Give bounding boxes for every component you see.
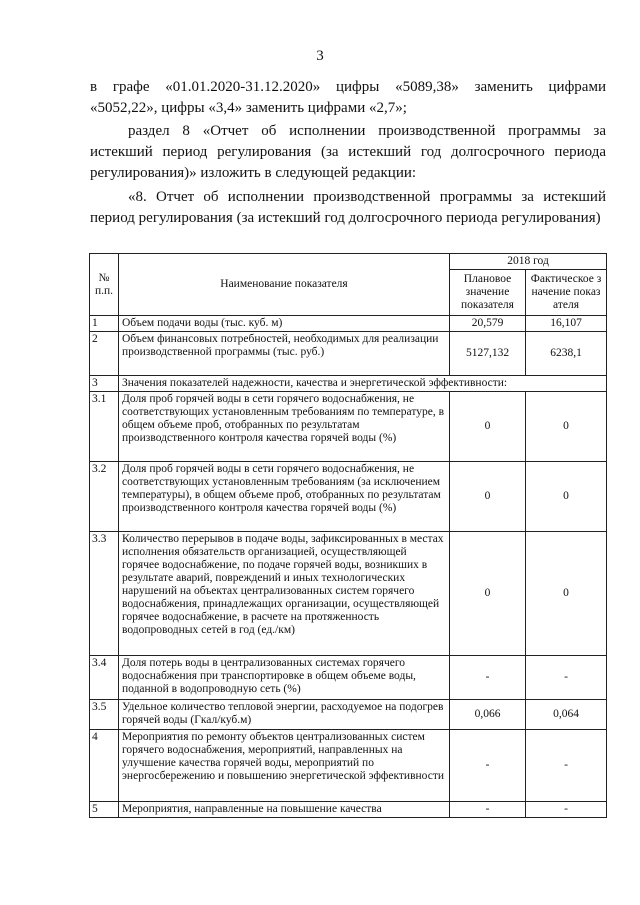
row-number: 3.5 — [90, 700, 119, 730]
row-number: 3.1 — [90, 392, 119, 462]
row-plan: - — [450, 730, 526, 802]
row-plan: - — [450, 656, 526, 700]
row-fact: 0,064 — [526, 700, 607, 730]
header-fact-value: Фактическое значение показателя — [526, 270, 607, 316]
row-number: 3.2 — [90, 462, 119, 532]
header-plan-value: Плановое значение показателя — [450, 270, 526, 316]
row-name: Объем подачи воды (тыс. куб. м) — [119, 316, 450, 332]
row-plan: - — [450, 802, 526, 818]
row-number: 3.4 — [90, 656, 119, 700]
row-fact: 16,107 — [526, 316, 607, 332]
row-name: Доля потерь воды в централизованных системах горячего водоснабжения при транспортировке в общем объеме воды, поданной в водопроводную сеть (%) — [119, 656, 450, 700]
row-plan: 0,066 — [450, 700, 526, 730]
row-fact: 0 — [526, 532, 607, 656]
table-row — [90, 656, 607, 700]
page-number: 3 — [316, 48, 324, 64]
row-number: 1 — [90, 316, 119, 332]
row-number: 3.3 — [90, 532, 119, 656]
section-8-heading: «8. Отчет об исполнении производственной программы за истекший период регулирования (за истекший год долгосрочного периода регулирования) — [90, 189, 606, 226]
table-row — [90, 532, 607, 656]
table-row — [90, 462, 607, 532]
table-row — [90, 392, 607, 462]
row-name: Мероприятия, направленные на повышение качества — [119, 802, 450, 818]
row-name: Количество перерывов в подаче воды, зафиксированных в местах исполнения обязательств организацией, осуществляющей горячее водоснабжение, по подаче горячей воды, возникших в результате аварий, повреждений и иных технологических нарушений на объектах централизованных систем горячего водоснабжения, принадлежащих организации, осуществляющей горячее водоснабжение, в расчете на протяженность водопроводных сетей в год (ед./км) — [119, 532, 450, 656]
row-name: Доля проб горячей воды в сети горячего водоснабжения, не соответствующих установленным требованиям (за исключением температуры), в общем объеме проб, отобранных по результатам производственного контроля качества горячей воды (%) — [119, 462, 450, 532]
row-plan: 0 — [450, 532, 526, 656]
row-plan: 0 — [450, 462, 526, 532]
row-fact: 0 — [526, 392, 607, 462]
section-8-instruction: раздел 8 «Отчет об исполнении производственной программы за истекший период регулирования (за истекший год долгосрочного периода регулирования)» изложить в следующей редакции: — [90, 123, 606, 181]
row-plan: 5127,132 — [450, 332, 526, 376]
production-program-report-table — [89, 253, 607, 818]
header-number: № п.п. — [90, 254, 119, 316]
row-name: Удельное количество тепловой энергии, расходуемое на подогрев горячей воды (Гкал/куб.м) — [119, 700, 450, 730]
row-name: Доля проб горячей воды в сети горячего водоснабжения, не соответствующих установленным требованиям по температуре, в общем объеме проб, отобранных по результатам производственного контроля качества горячей воды (%) — [119, 392, 450, 462]
row-number: 2 — [90, 332, 119, 376]
table-row — [90, 730, 607, 802]
row-fact: - — [526, 802, 607, 818]
row-plan: 20,579 — [450, 316, 526, 332]
header-indicator-name: Наименование показателя — [119, 254, 450, 316]
row-number: 5 — [90, 802, 119, 818]
table-row — [90, 700, 607, 730]
table-row — [90, 332, 607, 376]
header-year: 2018 год — [450, 254, 607, 270]
row-fact: - — [526, 656, 607, 700]
table-row — [90, 316, 607, 332]
row-fact: - — [526, 730, 607, 802]
row-fact: 0 — [526, 462, 607, 532]
table-row — [90, 376, 607, 392]
intro-line-2: «5052,22», цифры «3,4» заменить цифрами «2,7»; — [90, 100, 407, 116]
table-row — [90, 802, 607, 818]
row-fact: 6238,1 — [526, 332, 607, 376]
row-number: 3 — [90, 376, 119, 392]
row-name: Мероприятия по ремонту объектов централизованных систем горячего водоснабжения, мероприятий, направленных на улучшение качества горячей воды, мероприятий по энергосбережению и повышению энергетической эффективности — [119, 730, 450, 802]
row-number: 4 — [90, 730, 119, 802]
row-name: Объем финансовых потребностей, необходимых для реализации производственной программы (тыс. руб.) — [119, 332, 450, 376]
row-plan: 0 — [450, 392, 526, 462]
row-name: Значения показателей надежности, качества и энергетической эффективности: — [119, 376, 607, 392]
intro-line-1: в графе «01.01.2020-31.12.2020» цифры «5089,38» заменить цифрами — [90, 79, 606, 95]
